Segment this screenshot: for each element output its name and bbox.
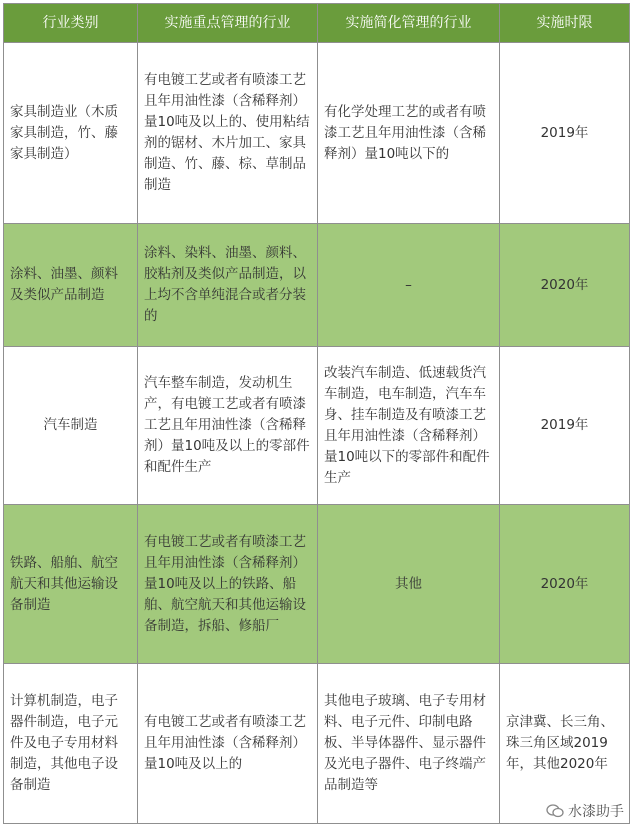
cell-deadline: 2019年 bbox=[500, 347, 630, 505]
cell-category: 铁路、船舶、航空航天和其他运输设备制造 bbox=[4, 505, 138, 664]
wechat-icon bbox=[546, 804, 564, 818]
cell-simplified: 其他电子玻璃、电子专用材料、电子元件、印制电路板、半导体器件、显示器件及光电子器件、电子终端产品制造等 bbox=[318, 664, 500, 824]
cell-key: 涂料、染料、油墨、颜料、胶粘剂及类似产品制造，以上均不含单纯混合或者分装的 bbox=[138, 224, 318, 347]
cell-category: 涂料、油墨、颜料及类似产品制造 bbox=[4, 224, 138, 347]
watermark-text: 水漆助手 bbox=[568, 804, 624, 820]
table-row bbox=[4, 347, 630, 505]
header-deadline: 实施时限 bbox=[500, 4, 630, 43]
cell-simplified: 其他 bbox=[318, 505, 500, 664]
cell-simplified: 改装汽车制造、低速载货汽车制造，电车制造，汽车车身、挂车制造及有喷漆工艺且年用油性漆（含稀释剂）量10吨以下的零部件和配件生产 bbox=[318, 347, 500, 505]
watermark bbox=[546, 801, 624, 821]
header-simplified-management: 实施简化管理的行业 bbox=[318, 4, 500, 43]
header-key-management: 实施重点管理的行业 bbox=[138, 4, 318, 43]
cell-deadline: 2019年 bbox=[500, 43, 630, 224]
cell-key: 有电镀工艺或者有喷漆工艺且年用油性漆（含稀释剂）量10吨及以上的 bbox=[138, 664, 318, 824]
cell-deadline: 2020年 bbox=[500, 224, 630, 347]
cell-deadline: 京津冀、长三角、珠三角区域2019年，其他2020年 bbox=[500, 664, 630, 824]
table-row bbox=[4, 664, 630, 824]
cell-simplified: 有化学处理工艺的或者有喷漆工艺且年用油性漆（含稀释剂）量10吨以下的 bbox=[318, 43, 500, 224]
permit-management-table bbox=[3, 3, 630, 824]
table-row bbox=[4, 224, 630, 347]
cell-key: 有电镀工艺或者有喷漆工艺且年用油性漆（含稀释剂）量10吨及以上的铁路、船舶、航空航天和其他运输设备制造，拆船、修船厂 bbox=[138, 505, 318, 664]
table-row bbox=[4, 43, 630, 224]
cell-category: 家具制造业（木质家具制造，竹、藤家具制造） bbox=[4, 43, 138, 224]
cell-simplified: – bbox=[318, 224, 500, 347]
header-industry-category: 行业类别 bbox=[4, 4, 138, 43]
cell-key: 汽车整车制造，发动机生产，有电镀工艺或者有喷漆工艺且年用油性漆（含稀释剂）量10吨及以上的零部件和配件生产 bbox=[138, 347, 318, 505]
cell-category: 汽车制造 bbox=[4, 347, 138, 505]
table-header-row bbox=[4, 4, 630, 43]
cell-category: 计算机制造，电子器件制造，电子元件及电子专用材料制造，其他电子设备制造 bbox=[4, 664, 138, 824]
table-row bbox=[4, 505, 630, 664]
cell-key: 有电镀工艺或者有喷漆工艺且年用油性漆（含稀释剂）量10吨及以上的、使用粘结剂的锯材、木片加工、家具制造、竹、藤、棕、草制品制造 bbox=[138, 43, 318, 224]
cell-deadline: 2020年 bbox=[500, 505, 630, 664]
